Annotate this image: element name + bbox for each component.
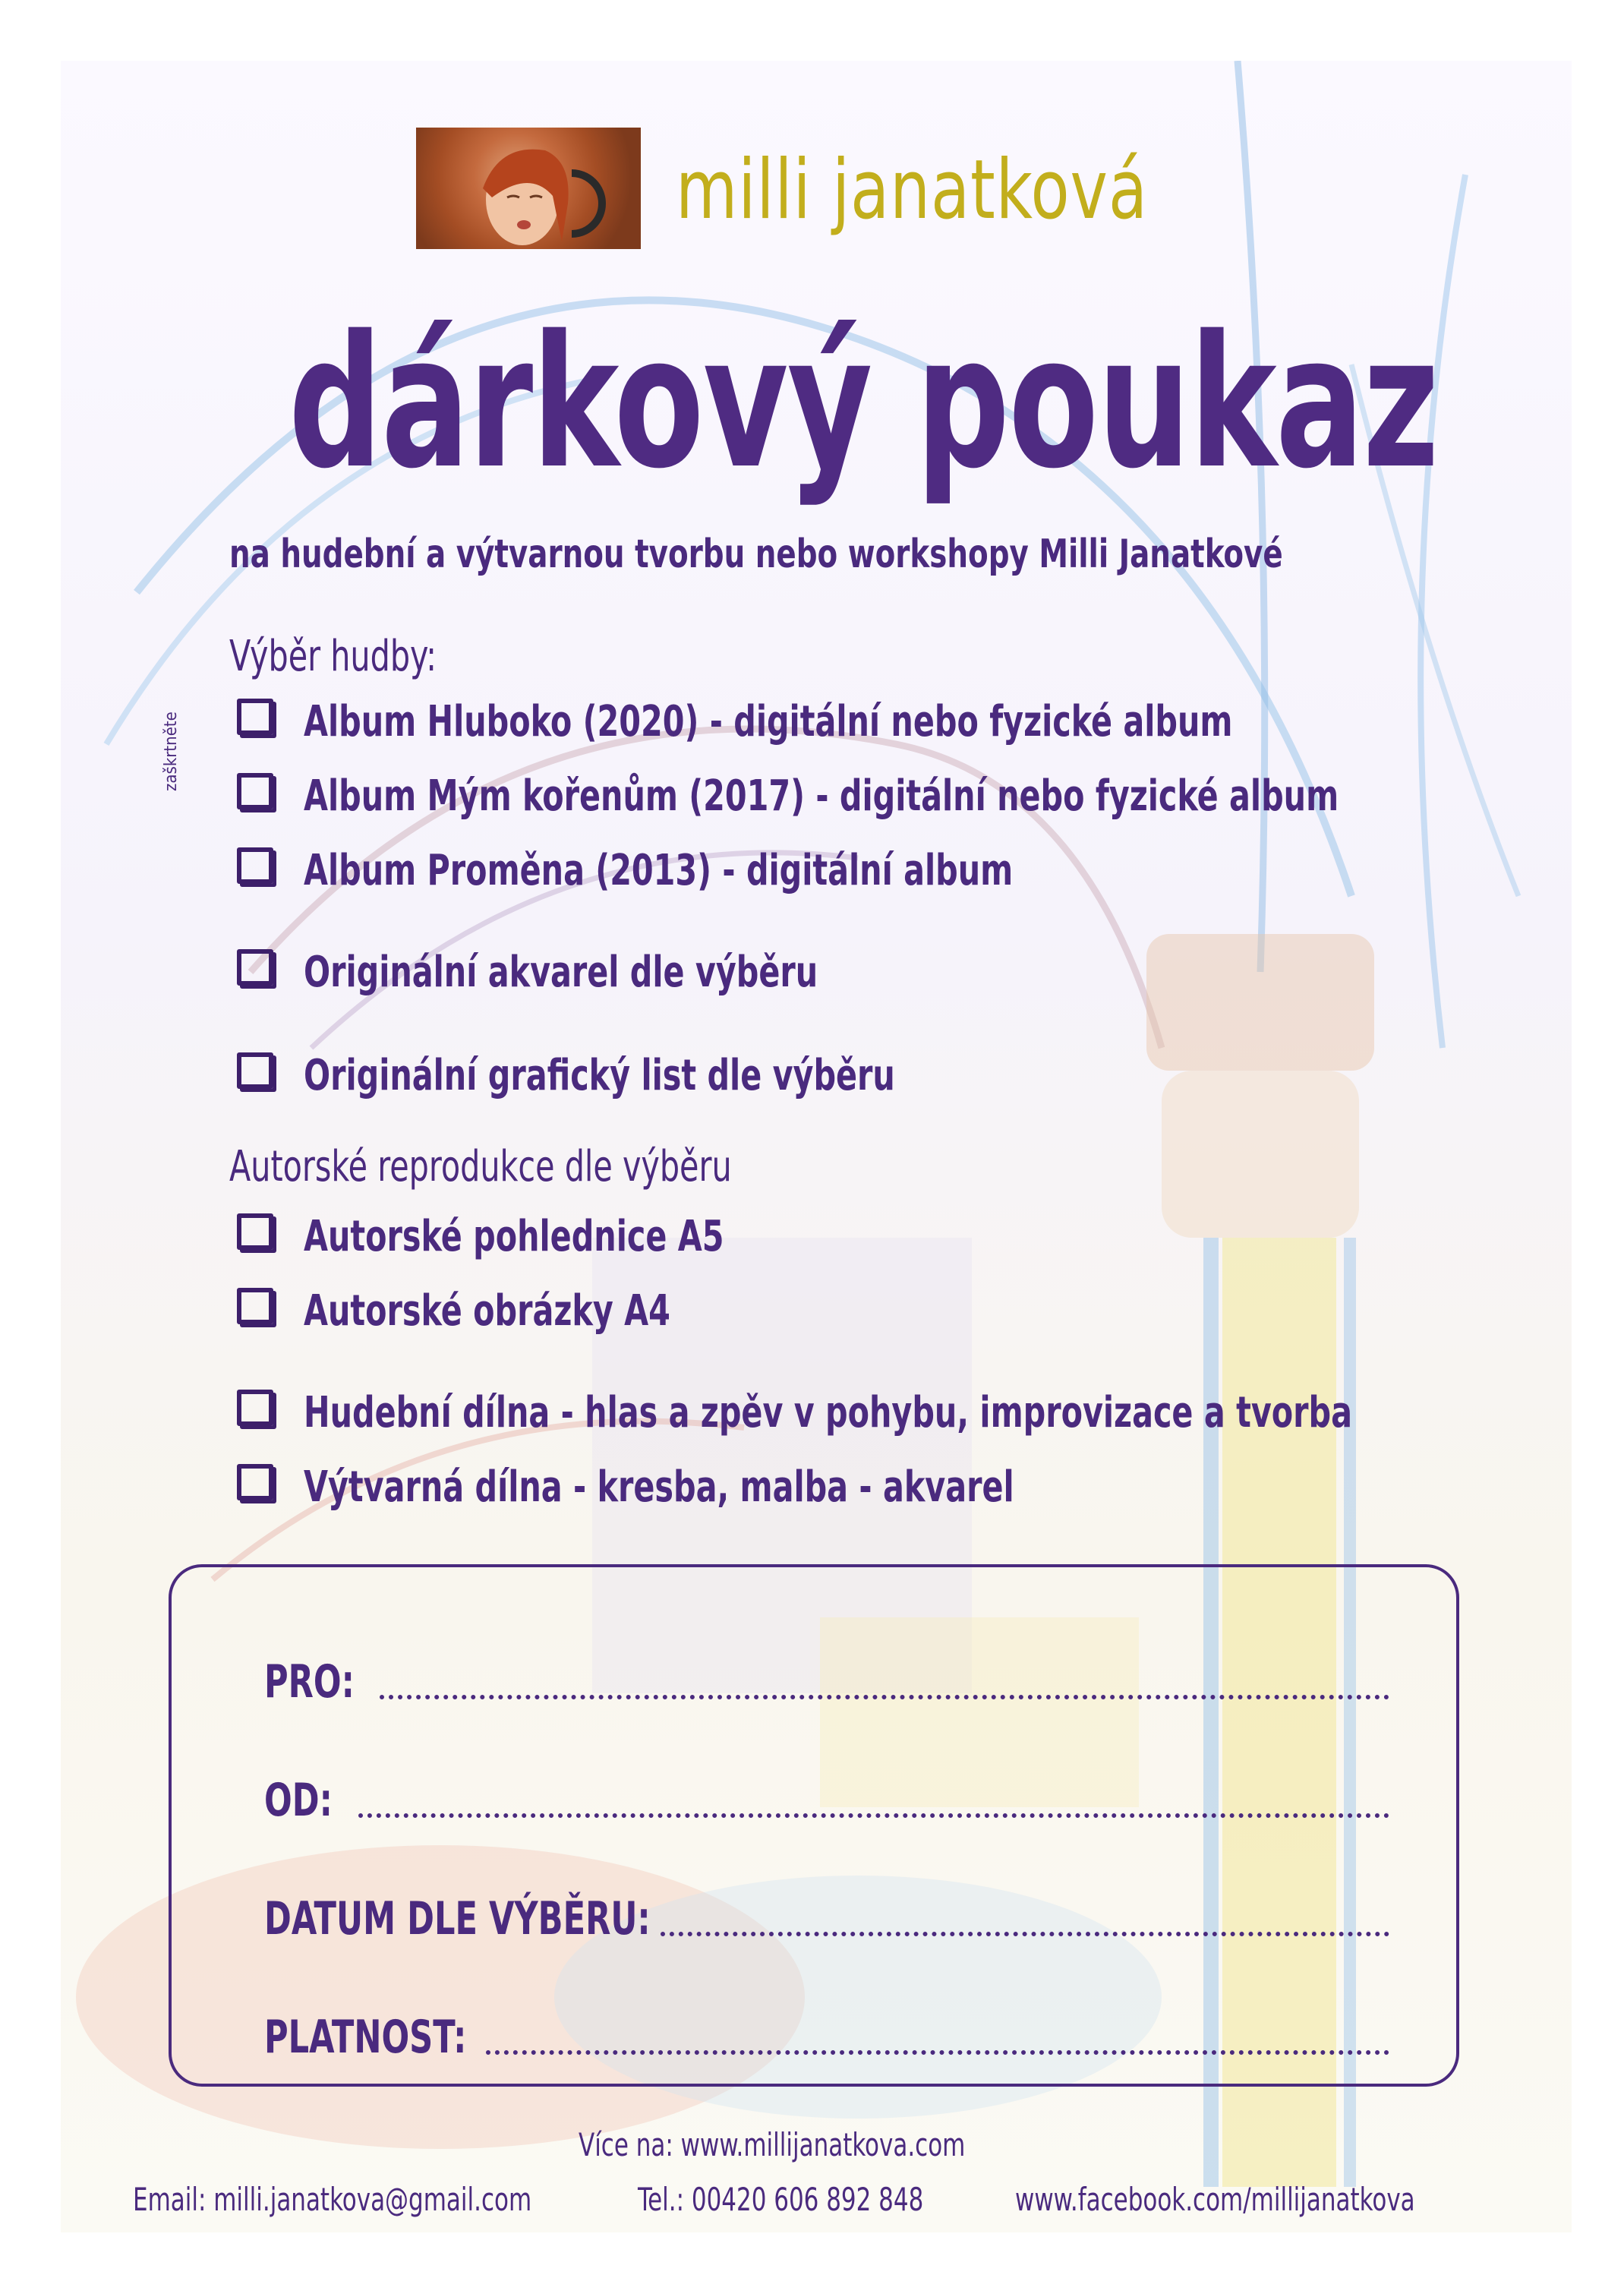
checkbox-akvarel[interactable] xyxy=(237,949,273,986)
footer-email[interactable]: Email: milli.janatkova@gmail.com xyxy=(133,2181,532,2218)
checkbox-hudebni-dilna[interactable] xyxy=(237,1390,273,1426)
checkbox-album-hluboko[interactable] xyxy=(237,699,273,735)
date-field[interactable] xyxy=(661,1932,1389,1936)
checkbox-obrazky[interactable] xyxy=(237,1288,273,1324)
voucher-form xyxy=(169,1564,1459,2087)
date-label: DATUM DLE VÝBĚRU: xyxy=(264,1892,651,1945)
portrait-photo-icon xyxy=(416,128,641,249)
brand-name: milli janatková xyxy=(676,143,1148,238)
validity-field[interactable] xyxy=(486,2050,1389,2055)
checkbox-graficky-list[interactable] xyxy=(237,1052,273,1089)
footer-phone[interactable]: Tel.: 00420 606 892 848 xyxy=(638,2181,924,2218)
footer-facebook[interactable]: www.facebook.com/millijanatkova xyxy=(1015,2181,1415,2218)
item-label: Autorské pohlednice A5 xyxy=(304,1212,724,1261)
item-label: Hudební dílna - hlas a zpěv v pohybu, improvizace a tvorba xyxy=(304,1388,1352,1437)
item-label: Album Proměna (2013) - digitální album xyxy=(304,846,1014,895)
subtitle: na hudební a výtvarnou tvorbu nebo workshopy Milli Janatkové xyxy=(229,532,1283,577)
from-field[interactable] xyxy=(358,1813,1389,1818)
music-heading: Výběr hudby: xyxy=(229,632,437,681)
item-label: Album Hluboko (2020) - digitální nebo fyzické album xyxy=(304,697,1233,746)
checkbox-pohlednice[interactable] xyxy=(237,1213,273,1250)
page-title: dárkový poukaz xyxy=(289,296,1438,509)
side-note: zaškrtněte xyxy=(162,711,181,791)
checkbox-vytvarna-dilna[interactable] xyxy=(237,1464,273,1500)
item-label: Autorské obrázky A4 xyxy=(304,1286,670,1336)
for-label: PRO: xyxy=(264,1655,355,1708)
item-label: Originální grafický list dle výběru xyxy=(304,1051,895,1100)
from-label: OD: xyxy=(264,1774,333,1827)
footer-website[interactable]: Více na: www.millijanatkova.com xyxy=(579,2126,966,2163)
item-label: Album Mým kořenům (2017) - digitální nebo fyzické album xyxy=(304,771,1339,821)
checkbox-album-mym-korenum[interactable] xyxy=(237,773,273,809)
checkbox-album-promena[interactable] xyxy=(237,847,273,884)
voucher-sheet xyxy=(61,61,1572,2232)
item-label: Originální akvarel dle výběru xyxy=(304,948,818,997)
validity-label: PLATNOST: xyxy=(264,2011,467,2064)
for-field[interactable] xyxy=(380,1695,1389,1699)
item-label: Výtvarná dílna - kresba, malba - akvarel xyxy=(304,1462,1014,1512)
reproductions-heading: Autorské reprodukce dle výběru xyxy=(229,1142,732,1191)
